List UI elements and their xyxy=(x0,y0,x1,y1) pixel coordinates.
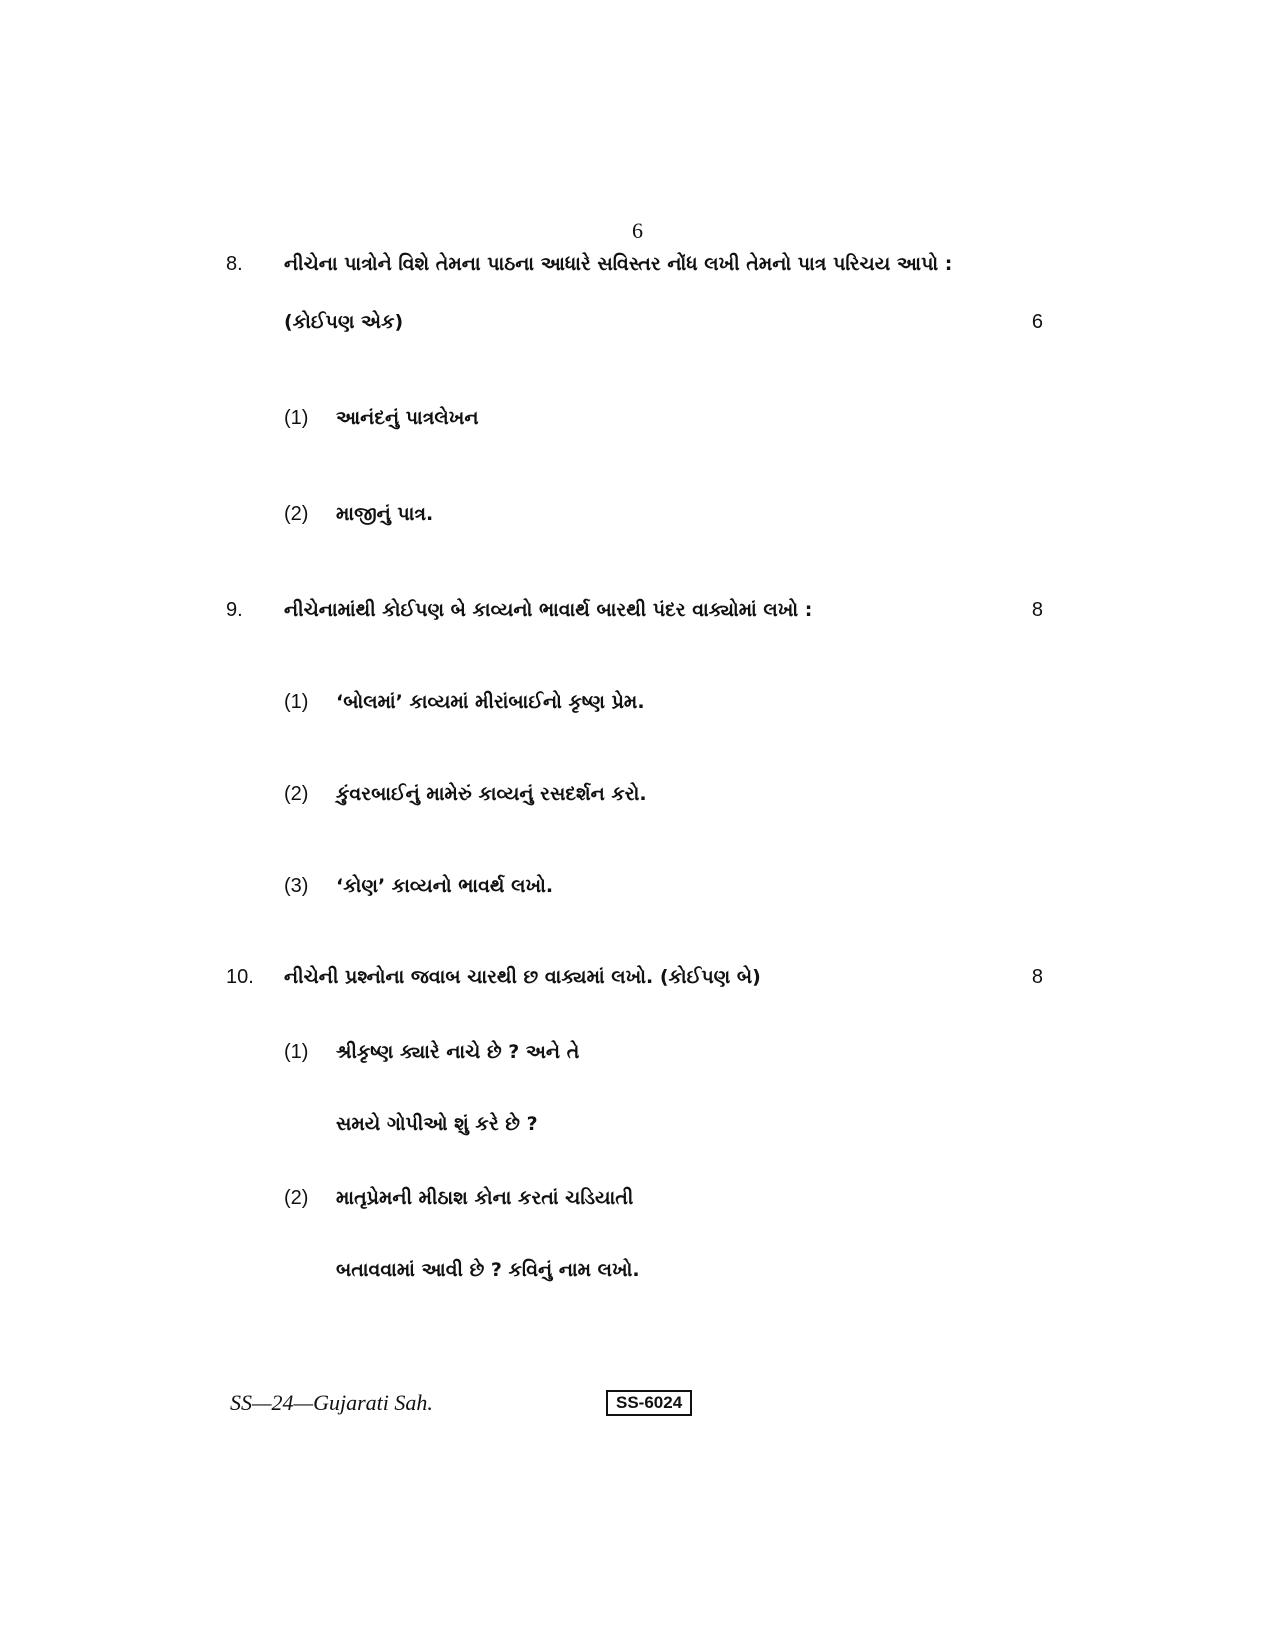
option-text: કુંવરબાઈનું મામેરું કાવ્યનું રસદર્શન કરો. xyxy=(336,783,647,805)
option-label: (2) xyxy=(284,1187,309,1209)
option-text: ‘બોલમાં’ કાવ્યમાં મીરાંબાઈનો કૃષ્ણ પ્રેમ. xyxy=(336,691,645,713)
option-label: (3) xyxy=(284,875,309,897)
option-label: (1) xyxy=(284,407,309,429)
option-text: માજીનું પાત્ર. xyxy=(336,503,434,525)
question-marks: 8 xyxy=(1031,599,1043,621)
option-label: (1) xyxy=(284,1041,309,1063)
option-label: (2) xyxy=(284,503,309,525)
option-text: ‘કોણ’ કાવ્યનો ભાવર્થ લખો. xyxy=(336,875,554,897)
option-text-continued: સમયે ગોપીઓ શું કરે છે ? xyxy=(336,1113,538,1135)
footer-course-code: SS—24—Gujarati Sah. xyxy=(230,1390,433,1415)
question-text: નીચેના પાત્રોને વિશે તેમના પાઠના આધારે સવિસ્તર નોંધ લખી તેમનો પાત્ર પરિચય આપો : xyxy=(284,253,953,275)
option-text: શ્રીકૃષ્ણ ક્યારે નાચે છે ? અને તે xyxy=(336,1041,580,1063)
option-text: આનંદનું પાત્રલેખન xyxy=(336,407,479,429)
question-subline: (કોઈપણ એક) xyxy=(284,311,404,333)
option-label: (1) xyxy=(284,691,309,713)
question-text: નીચેની પ્રશ્નોના જવાબ ચારથી છ વાક્યમાં લખો. (કોઈપણ બે) xyxy=(284,966,761,988)
page-number: 6 xyxy=(632,218,643,243)
question-number: 8. xyxy=(226,253,243,275)
question-marks: 8 xyxy=(1031,966,1043,988)
option-label: (2) xyxy=(284,783,309,805)
question-text: નીચેનામાંથી કોઈપણ બે કાવ્યનો ભાવાર્થ બારથી પંદર વાક્યોમાં લખો : xyxy=(284,599,813,621)
option-text-continued: બતાવવામાં આવી છે ? કવિનું નામ લખો. xyxy=(336,1259,640,1281)
question-number: 9. xyxy=(226,599,243,621)
footer-paper-code: SS-6024 xyxy=(606,1390,692,1416)
question-number: 10. xyxy=(226,966,254,988)
option-text: માતૃપ્રેમની મીઠાશ કોના કરતાં ચડિયાતી xyxy=(336,1187,634,1209)
question-marks: 6 xyxy=(1031,311,1043,333)
